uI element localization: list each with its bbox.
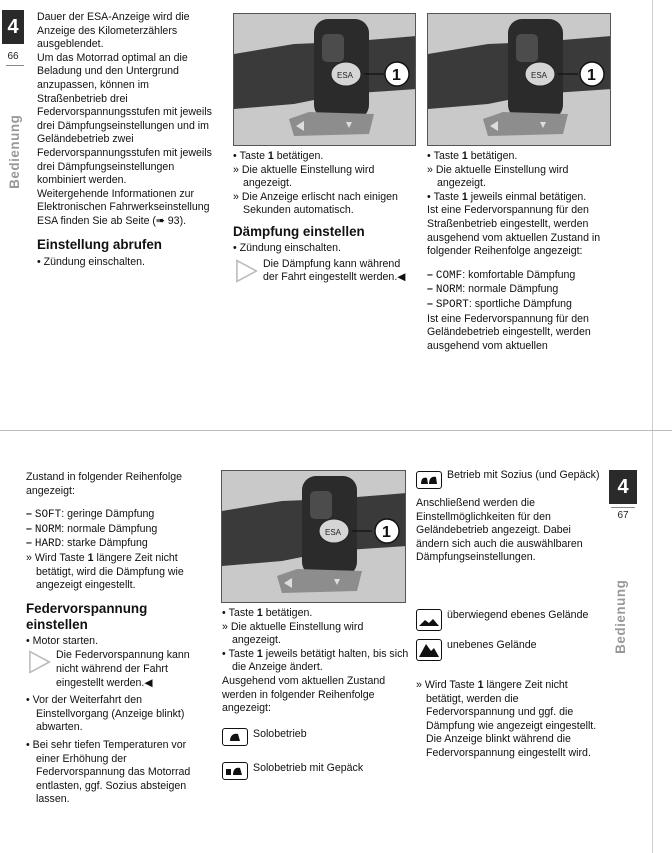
svg-text:ESA: ESA: [337, 71, 354, 80]
result-text: Die aktuelle Einstellung wird angezeigt.: [241, 163, 375, 190]
key-ref: 1: [87, 551, 94, 564]
bullet-item: • Taste 1 betätigen.: [233, 150, 324, 162]
bullet-text: Zündung einschalten.: [43, 255, 145, 268]
mode-item: [222, 762, 410, 780]
paragraph: Dauer der ESA-Anzeige wird die Anzeige des Kilometerzählers ausgeblendet.: [37, 11, 190, 51]
handlebar-switch-illustration: [234, 14, 416, 146]
paragraph: Ist eine Federvorspannung für den Geländebetrieb eingestellt, werden ausgehend vom aktuellen: [427, 312, 591, 352]
option-code: COMF: [435, 269, 463, 282]
option-item: – COMF: komfortable Dämpfung: [427, 268, 576, 282]
bullet-text: betätigen.: [467, 150, 518, 162]
result-item: » Die aktuelle Einstellung wird angezeigt.: [233, 163, 375, 190]
section-heading: Federvorspannung einstellen: [26, 600, 148, 632]
key-ref: 1: [461, 150, 468, 162]
side-label: Bedienung: [7, 114, 23, 189]
column-3: [427, 150, 617, 353]
column-2: [222, 607, 410, 780]
option-item: – NORM: normale Dämpfung: [427, 283, 559, 297]
option-text: : normale Dämpfung: [462, 283, 559, 296]
bullet-item: • Zündung einschalten.: [233, 241, 341, 254]
column-1: [26, 471, 211, 807]
result-item: » Wird Taste 1 längere Zeit nicht betätigt, werden die Federvorspannung und ggf. die Dämpfung wie angezeigt eingestellt. Die Anzeige blinkt während die Federvorspannung eingestellt wird.: [416, 678, 597, 759]
page-number: 66: [7, 51, 19, 62]
option-code: NORM: [34, 523, 62, 536]
note: [26, 649, 211, 690]
paragraph: Anschließend werden die Einstellmöglichkeiten für den Geländebetrieb angezeigt. Dabei ändern sich auch die auswählbaren Dämpfungseinstellungen.: [416, 497, 583, 564]
svg-text:ESA: ESA: [531, 71, 548, 80]
option-text: : sportliche Dämpfung: [468, 297, 572, 310]
option-item: – SPORT: sportliche Dämpfung: [427, 297, 572, 311]
bullet-item: • Taste 1 jeweils einmal betätigen.: [427, 190, 587, 203]
bullet-text: Bei sehr tiefen Temperaturen vor einer Erhöhung der Federvorspannung das Motorrad entlasten, ggf. Sozius absteigen lassen.: [32, 738, 191, 806]
result-text: längere Zeit nicht betätigt, wird die Dämpfung wie angezeigt eingestellt.: [36, 551, 184, 592]
bullet-item: • Taste 1 jeweils betätigt halten, bis sich die Anzeige ändert.: [222, 647, 409, 674]
mode-item: [416, 609, 602, 631]
result-item: » Die aktuelle Einstellung wird angezeigt.: [427, 163, 569, 190]
callout-1: 1: [587, 67, 596, 84]
paragraph: Ist eine Federvorspannung für den Straßenbetrieb eingestellt, werden ausgehend vom aktuellen Zustand in folgender Reihenfolge angezeigt:: [427, 204, 601, 258]
option-text: : komfortable Dämpfung: [462, 268, 576, 281]
result-item: » Die aktuelle Einstellung wird angezeigt.: [222, 620, 364, 647]
paragraph: Weitergehende Informationen zur Elektronischen Fahrwerkseinstellung ESA finden Sie ab Seite (➠ 93).: [37, 187, 210, 227]
bullet-text: Taste: [433, 190, 462, 203]
mode-item: [416, 639, 602, 661]
bullet-text: betätigen.: [262, 607, 313, 619]
svg-text:ESA: ESA: [325, 528, 342, 537]
key-ref: 1: [256, 647, 263, 660]
note-text: Die Federvorspannung kann nicht während der Fahrt eingestellt werden.◀: [56, 649, 190, 689]
page-separator: [0, 430, 672, 431]
column-2: [233, 150, 418, 285]
pillion-icon: [416, 471, 442, 489]
handlebar-photo: [233, 13, 416, 146]
option-item: – NORM: normale Dämpfung: [26, 522, 158, 536]
mode-item: [222, 728, 410, 746]
option-code: SOFT: [34, 509, 62, 522]
option-code: SPORT: [435, 298, 469, 311]
option-item: – HARD: starke Dämpfung: [26, 537, 148, 551]
option-item: – SOFT: geringe Dämpfung: [26, 508, 155, 522]
option-code: HARD: [34, 538, 62, 551]
key-ref: 1: [256, 607, 263, 619]
tab-divider: [611, 507, 635, 508]
handlebar-photo: [427, 13, 611, 146]
bullet-text: betätigen.: [273, 150, 324, 162]
page-number-tab: [609, 470, 637, 504]
paragraph: Um das Motorrad optimal an die Beladung und den Untergrund anzupassen, können im Straßenbetrieb drei Federvorspannungsstufen mit jeweils drei Dämpfungseinstellungen und im Geländebetrieb zwei Federvorspannungsstufen mit jeweils drei Dämpfungseinstellungen kombiniert werden.: [37, 51, 212, 187]
flat-terrain-icon: [416, 609, 442, 631]
result-item: » Wird Taste 1 längere Zeit nicht betätigt, wird die Dämpfung wie angezeigt eingestellt.: [26, 551, 184, 592]
section-heading: Einstellung abrufen: [37, 236, 162, 252]
solo-rider-icon: [222, 728, 248, 746]
solo-luggage-icon: [222, 762, 248, 780]
result-text: Die aktuelle Einstellung wird angezeigt.: [435, 163, 569, 190]
section-heading: Dämpfung einstellen: [233, 223, 365, 239]
column-1: [37, 11, 219, 269]
side-label: Bedienung: [613, 579, 629, 654]
result-item: » Die Anzeige erlischt nach einigen Sekunden automatisch.: [233, 190, 398, 217]
chapter-number: 4: [7, 16, 19, 38]
option-text: : geringe Dämpfung: [61, 508, 155, 521]
result-text: Wird Taste: [34, 551, 88, 564]
tab-divider: [6, 65, 24, 66]
paragraph: Zustand in folgender Reihenfolge angezeigt:: [26, 471, 183, 497]
mode-label: unebenes Gelände: [447, 638, 537, 651]
result-text: Die Anzeige erlischt nach einigen Sekunden automatisch.: [241, 190, 398, 217]
rough-terrain-icon: [416, 639, 442, 661]
key-ref: 1: [461, 190, 468, 203]
bullet-item: • Taste 1 betätigen.: [427, 150, 518, 162]
bullet-item: • Taste 1 betätigen.: [222, 607, 313, 619]
handlebar-switch-illustration: [428, 14, 611, 146]
page-number: 67: [617, 510, 629, 521]
bullet-item: • Bei sehr tiefen Temperaturen vor einer Erhöhung der Federvorspannung das Motorrad entlasten, ggf. Sozius absteigen lassen.: [26, 738, 191, 806]
bullet-text: jeweils einmal betätigen.: [467, 190, 587, 203]
key-ref: 1: [477, 678, 484, 691]
mode-label: Betrieb mit Sozius (und Gepäck): [447, 469, 600, 481]
bullet-text: Taste: [433, 150, 462, 162]
column-3: [416, 469, 602, 761]
option-text: : starke Dämpfung: [61, 537, 148, 550]
page-number-tab: [2, 10, 24, 44]
bullet-text: Taste: [239, 150, 268, 162]
note: [233, 258, 418, 285]
option-code: NORM: [435, 284, 463, 297]
triangle-play-icon: [233, 258, 259, 284]
note-text: Die Dämpfung kann während der Fahrt eingestellt werden.◀: [263, 257, 406, 284]
bullet-text: Motor starten.: [32, 634, 99, 647]
callout-1: 1: [392, 67, 401, 84]
bullet-text: Taste: [228, 607, 257, 619]
mode-label: Solobetrieb: [253, 727, 307, 740]
bullet-text: Taste: [228, 647, 257, 660]
paragraph: Ausgehend vom aktuellen Zustand werden in folgender Reihenfolge angezeigt:: [222, 674, 386, 715]
result-text: Die aktuelle Einstellung wird angezeigt.: [230, 620, 364, 647]
callout-1: 1: [382, 524, 391, 541]
result-text: Wird Taste: [424, 678, 478, 691]
key-ref: 1: [267, 150, 274, 162]
page-edge: [652, 431, 653, 853]
result-text: längere Zeit nicht betätigt, werden die Federvorspannung und ggf. die Dämpfung wie angezeigt eingestellt. Die Anzeige blinkt während die Federvorspannung eingestellt wird.: [426, 678, 597, 759]
handlebar-switch-illustration: [222, 471, 406, 603]
handlebar-photo: [221, 470, 406, 603]
option-text: : normale Dämpfung: [61, 522, 158, 535]
bullet-text: Vor der Weiterfahrt den Einstellvorgang (Anzeige blinkt) abwarten.: [32, 694, 185, 734]
bullet-item: • Motor starten.: [26, 634, 99, 647]
triangle-play-icon: [26, 649, 52, 675]
bullet-item: • Zündung einschalten.: [37, 255, 145, 268]
chapter-number: 4: [617, 476, 629, 498]
page-edge: [652, 0, 653, 430]
mode-item: [416, 469, 602, 489]
bullet-text: Zündung einschalten.: [239, 241, 341, 254]
mode-label: Solobetrieb mit Gepäck: [253, 761, 364, 774]
mode-label: überwiegend ebenes Gelände: [447, 608, 589, 621]
bullet-text: jeweils betätigt halten, bis sich die Anzeige ändert.: [232, 647, 409, 674]
bullet-item: • Vor der Weiterfahrt den Einstellvorgang (Anzeige blinkt) abwarten.: [26, 694, 185, 734]
